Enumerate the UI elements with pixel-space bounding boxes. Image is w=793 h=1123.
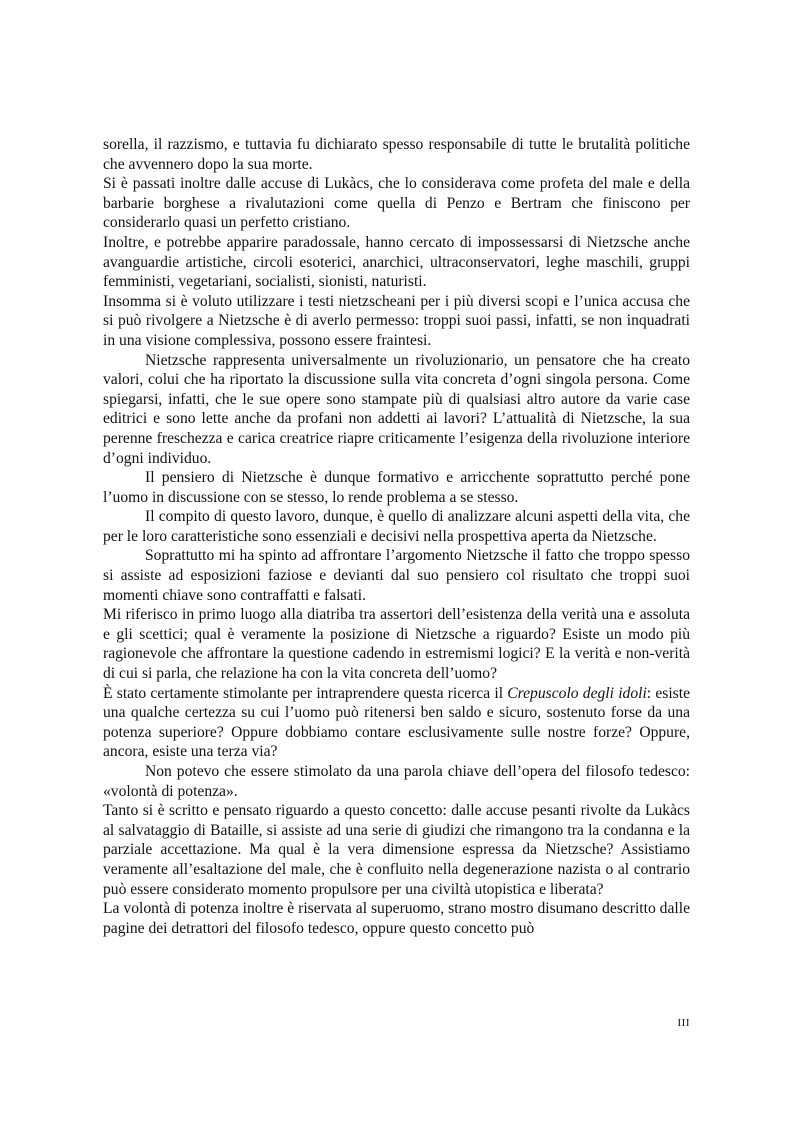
page-body: [103, 135, 690, 938]
paragraph-text: Tanto si è scritto e pensato riguardo a questo concetto: dalle accuse pesanti rivolte da Lukàcs al salvataggio di Bataille, si assiste ad una serie di giudizi che rimangono tra la condanna e la parziale accettazione. Ma qual è la vera dimensione espressa da Nietzsche? Assistiamo veramente all’esaltazione del male, che è confluito nella degenerazione nazista o al contrario può essere considerato momento propulsore per una civiltà utopistica e liberata?: [103, 802, 690, 898]
body-paragraph: [103, 605, 690, 683]
paragraph-text: Il compito di questo lavoro, dunque, è quello di analizzare alcuni aspetti della vita, che per le loro caratteristiche sono essenziali e decisivi nella prospettiva aperta da Nietzsche.: [103, 508, 690, 545]
body-paragraph: [103, 292, 690, 351]
page-number: III: [677, 1017, 690, 1029]
paragraph-text: Inoltre, e potrebbe apparire paradossale, hanno cercato di impossessarsi di Nietzsche anche avanguardie artistiche, circoli esoterici, anarchici, ultraconservatori, leghe maschili, gruppi femministi, vegetariani, socialisti, sionisti, naturisti.: [103, 233, 690, 291]
paragraph-text: Insomma si è voluto utilizzare i testi nietzscheani per i più diversi scopi e l’unica accusa che si può rivolgere a Nietzsche è di averlo permesso: troppi suoi passi, infatti, se non inquadrati in una visione complessiva, possono essere fraintesi.: [103, 292, 690, 349]
body-paragraph: [103, 684, 690, 762]
body-paragraph: [103, 233, 690, 292]
body-paragraph: [103, 351, 690, 469]
paragraph-text: sorella, il razzismo, e tuttavia fu dichiarato spesso responsabile di tutte le brutalità politiche che avvennero dopo la sua morte.: [103, 136, 690, 173]
paragraph-text: Non potevo che essere stimolato da una parola chiave dell’opera del filosofo tedesco: «volontà di potenza».: [103, 763, 690, 800]
paragraph-text: Mi riferisco in primo luogo alla diatriba tra assertori dell’esistenza della verità una e assoluta e gli scettici; qual è veramente la posizione di Nietzsche a riguardo? Esiste un modo più ragionevole che affrontare la questione cadendo in estremismi logici? E la verità e non-verità di cui si parla, che relazione ha con la vita concreta dell’uomo?: [103, 606, 690, 683]
body-paragraph: [103, 801, 690, 899]
body-paragraph: [103, 135, 690, 174]
book-title: Crepuscolo degli idoli: [507, 684, 647, 702]
paragraph-text: Il pensiero di Nietzsche è dunque formativo e arricchente soprattutto perché pone l’uomo in discussione con se stesso, lo rende problema a se stesso.: [103, 469, 690, 506]
body-paragraph: [103, 468, 690, 507]
paragraph-text: Nietzsche rappresenta universalmente un rivoluzionario, un pensatore che ha creato valori, colui che ha riportato la discussione sulla vita concreta d’ogni singola persona. Come spiegarsi, infatti, che le sue opere sono stampate più di qualsiasi altro autore da varie case editrici e sono lette anche da profani non addetti ai lavori? L’attualità di Nietzsche, la sua perenne freschezza e carica creatrice riapre criticamente l’esigenza della rivoluzione interiore d’ogni individuo.: [103, 351, 690, 467]
body-paragraph: [103, 762, 690, 801]
paragraph-text: : esiste una qualche certezza su cui l’uomo può ritenersi ben saldo e sicuro, sostenuto forse da una potenza superiore? Oppure dobbiamo contare esclusivamente sulle nostre forze? Oppure, ancora, esiste una terza via?: [103, 684, 690, 761]
paragraph-text: La volontà di potenza inoltre è riservata al superuomo, strano mostro disumano descritto dalle pagine dei detrattori del filosofo tedesco, oppure questo concetto può: [103, 900, 690, 937]
body-paragraph: [103, 546, 690, 605]
paragraph-text: Si è passati inoltre dalle accuse di Lukàcs, che lo considerava come profeta del male e della barbarie borghese a rivalutazioni come quella di Penzo e Bertram che finiscono per considerarlo quasi un perfetto cristiano.: [103, 175, 690, 232]
body-paragraph: [103, 899, 690, 938]
paragraph-text: È stato certamente stimolante per intraprendere questa ricerca il: [103, 684, 508, 702]
body-paragraph: [103, 174, 690, 233]
body-paragraph: [103, 507, 690, 546]
paragraph-text: Soprattutto mi ha spinto ad affrontare l’argomento Nietzsche il fatto che troppo spesso si assiste ad esposizioni faziose e devianti dal suo pensiero col risultato che troppi suoi momenti chiave sono contraffatti e falsati.: [103, 547, 690, 604]
